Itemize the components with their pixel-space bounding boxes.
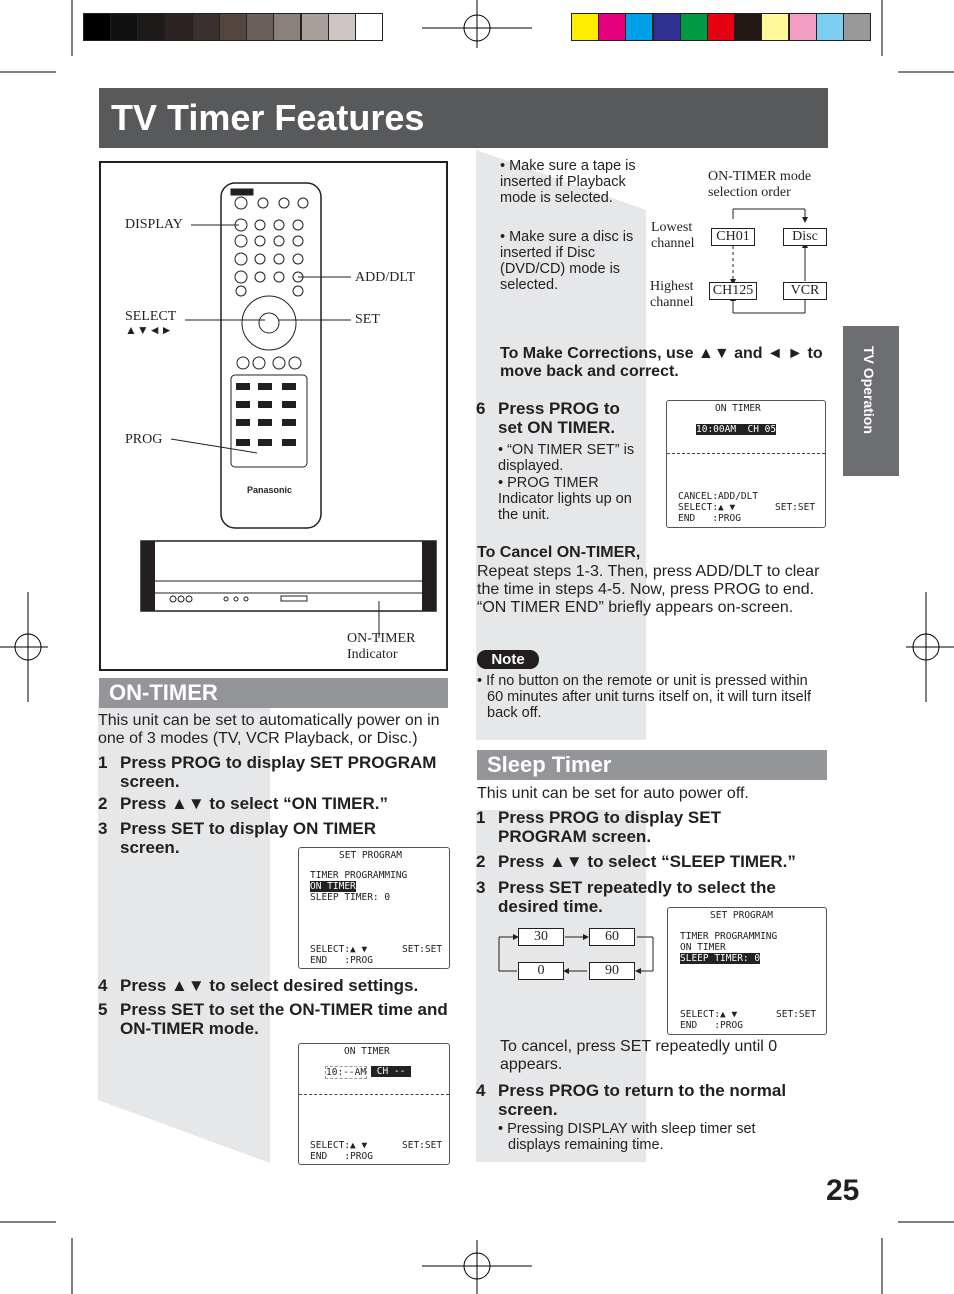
remote-figure [99, 161, 448, 671]
sleep-display-bullet: • Pressing DISPLAY with sleep timer set displays remaining time. [498, 1121, 756, 1153]
step6-bullet-1: • “ON TIMER SET” is displayed. [498, 442, 635, 474]
osd-line: ON TIMER [680, 942, 726, 953]
mode-box-vcr: VCR [783, 282, 827, 300]
osd-select: SELECT:▲ ▼ [310, 944, 368, 955]
label-add-dlt: ADD/DLT [355, 270, 416, 285]
side-tab-label: TV Operation [861, 346, 877, 434]
osd-select: SELECT:▲ ▼ [678, 502, 736, 513]
cycle-box-60: 60 [589, 928, 635, 946]
disc-bullet: • Make sure a disc is inserted if Disc (DVD/CD) mode is selected. [500, 229, 634, 293]
osd-set: SET:SET [402, 944, 443, 955]
label-on-timer-indicator-line2: Indicator [347, 647, 398, 662]
step-text: Press ▲▼ to select desired settings. [120, 976, 419, 995]
set-program-screen-1 [298, 847, 450, 969]
lowest-channel-label [651, 220, 695, 252]
osd-end: END :PROG [310, 1151, 373, 1162]
label-on-timer-indicator [347, 631, 415, 663]
step-text: Press PROG to display SET PROGRAM screen. [120, 753, 437, 791]
label-select: SELECT [125, 309, 177, 324]
sleep-timer-heading: Sleep Timer [477, 750, 827, 780]
osd-set: SET:SET [775, 502, 816, 513]
step-text: Press SET to set the ON-TIMER time and ON-TIMER mode. [120, 1000, 448, 1038]
osd-title: ON TIMER [715, 403, 761, 414]
step-text: Press ▲▼ to select “SLEEP TIMER.” [498, 852, 796, 871]
step-number: 5 [98, 1000, 108, 1019]
step-number: 3 [98, 819, 108, 838]
step-text: Press PROG to return to the normal screen. [498, 1081, 787, 1119]
osd-set: SET:SET [776, 1009, 817, 1020]
mode-box-disc: Disc [783, 228, 827, 246]
mode-diagram-arrows [700, 205, 840, 320]
remote-illustration [101, 163, 446, 669]
mode-caption-line2: selection order [708, 185, 791, 200]
on-timer-intro: This unit can be set to automatically power on in one of 3 modes (TV, VCR Playback, or Disc.) [98, 712, 440, 747]
on-timer-heading: ON-TIMER [99, 678, 448, 708]
osd-set: SET:SET [402, 1140, 443, 1151]
step-text: Press SET to display ON TIMER screen. [120, 819, 377, 857]
corrections-text: To Make Corrections, use ▲▼ and ◄ ► to move back and correct. [500, 345, 823, 380]
step6-bullet-2: • PROG TIMER Indicator lights up on the unit. [498, 475, 632, 523]
mode-diagram-caption [708, 169, 811, 201]
osd-time-field: 10:--AM [326, 1067, 367, 1078]
highest-channel-label [650, 279, 694, 311]
cancel-body: Repeat steps 1-3. Then, press ADD/DLT to clear the time in steps 4-5. Now, press PROG to end. “ON TIMER END” briefly appears on-screen. [477, 563, 820, 616]
step-text: Press ▲▼ to select “ON TIMER.” [120, 794, 388, 813]
step-number: 1 [476, 808, 486, 827]
osd-select: SELECT:▲ ▼ [310, 1140, 368, 1151]
label-display: DISPLAY [125, 217, 183, 232]
label-prog: PROG [125, 432, 163, 447]
step-number: 4 [98, 976, 108, 995]
step-text: Press PROG to display SET PROGRAM screen. [498, 808, 721, 846]
osd-time-channel: 10:00AM CH 05 [696, 424, 777, 435]
mode-box-ch125: CH125 [709, 282, 757, 300]
step-number: 4 [476, 1081, 486, 1100]
cycle-box-0: 0 [518, 962, 564, 980]
cycle-box-30: 30 [518, 928, 564, 946]
step-number: 3 [476, 878, 486, 897]
osd-title: ON TIMER [344, 1046, 390, 1057]
side-tab [843, 326, 899, 476]
label-select-arrows: ▲▼◄► [125, 323, 173, 337]
page-number: 25 [826, 1174, 860, 1207]
label-on-timer-indicator-line1: ON-TIMER [347, 631, 416, 646]
note-label: Note [477, 650, 539, 669]
label-set: SET [355, 312, 380, 327]
page-title: TV Timer Features [111, 97, 425, 138]
osd-line: SLEEP TIMER: 0 [310, 892, 391, 903]
step-number: 6 [476, 399, 486, 418]
osd-divider [667, 453, 825, 454]
step-number: 2 [476, 852, 486, 871]
on-timer-screen-2 [666, 400, 826, 528]
highest-line2: channel [650, 295, 694, 310]
osd-select: SELECT:▲ ▼ [680, 1009, 738, 1020]
osd-divider [299, 1094, 449, 1095]
step-number: 2 [98, 794, 108, 813]
on-timer-screen-1 [298, 1043, 450, 1165]
osd-title: SET PROGRAM [710, 910, 773, 921]
step-number: 1 [98, 753, 108, 772]
osd-line: TIMER PROGRAMMING [310, 870, 408, 881]
osd-title: SET PROGRAM [339, 850, 402, 861]
sleep-timer-intro: This unit can be set for auto power off. [477, 785, 749, 802]
highest-line1: Highest [650, 279, 694, 294]
osd-cancel: CANCEL:ADD/DLT [678, 491, 759, 502]
osd-channel-field: CH -- [371, 1066, 412, 1077]
cycle-box-90: 90 [589, 962, 635, 980]
set-program-screen-2 [667, 907, 827, 1035]
osd-line-highlighted: ON TIMER [310, 881, 356, 892]
osd-end: END :PROG [310, 955, 373, 966]
note-text: • If no button on the remote or unit is pressed within 60 minutes after unit turns itself on, it will turn itself back off. [477, 673, 811, 721]
step-text: Press SET repeatedly to select the desired time. [498, 878, 776, 916]
step-text: Press PROG to set ON TIMER. [498, 399, 620, 437]
lowest-line1: Lowest [651, 220, 693, 235]
osd-line: TIMER PROGRAMMING [680, 931, 778, 942]
mode-caption-line1: ON-TIMER mode [708, 169, 812, 184]
mode-box-ch01: CH01 [711, 228, 755, 246]
tape-bullet: • Make sure a tape is inserted if Playback mode is selected. [500, 158, 636, 206]
osd-line-highlighted: SLEEP TIMER: 0 [680, 953, 761, 964]
sleep-cancel-text: To cancel, press SET repeatedly until 0 appears. [500, 1038, 778, 1073]
page-title-bar [99, 88, 828, 148]
lowest-line2: channel [651, 236, 695, 251]
osd-end: END :PROG [678, 513, 741, 524]
osd-end: END :PROG [680, 1020, 743, 1031]
remote-brand: Panasonic [247, 485, 293, 495]
cancel-heading: To Cancel ON-TIMER, [477, 544, 641, 561]
